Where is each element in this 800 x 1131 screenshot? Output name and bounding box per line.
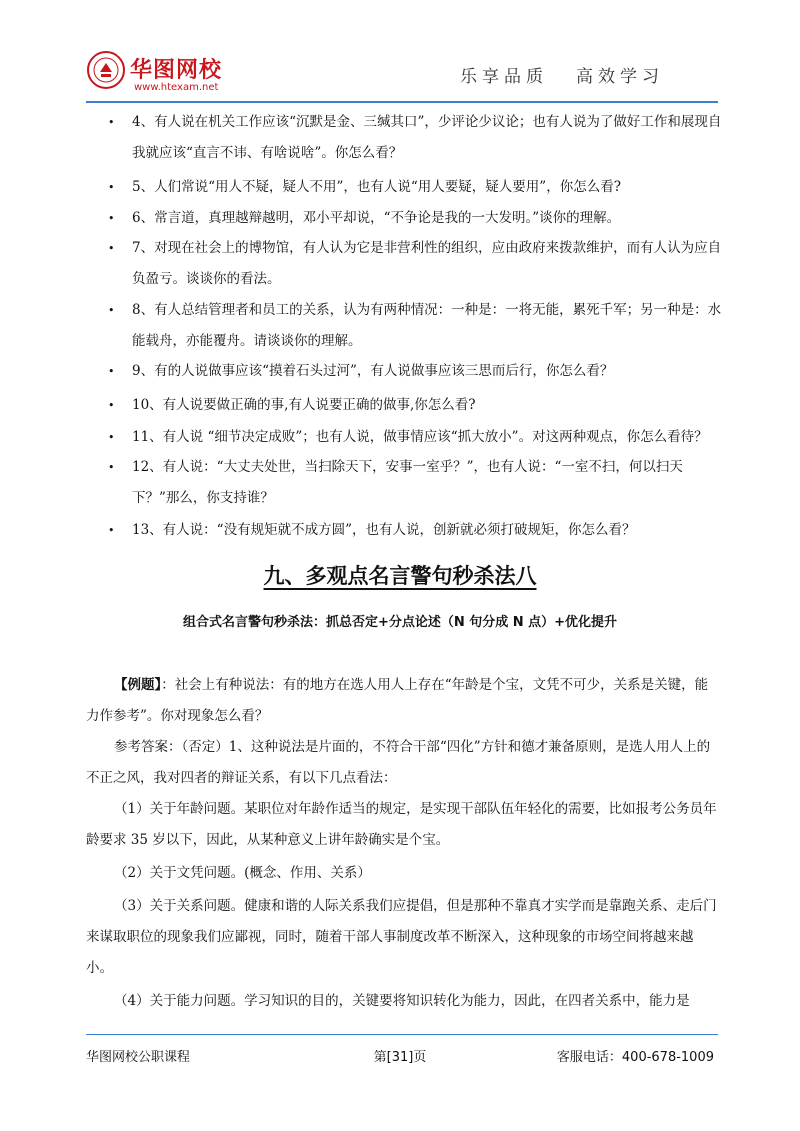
answer-paragraph: 参考答案：（否定）1、这种说法是片面的，不符合干部“四化”方针和德才兼备原则，是选人用人上的不正之风，我对四者的辩证关系，有以下几点看法： bbox=[86, 739, 711, 786]
header-divider bbox=[86, 101, 718, 103]
logo-url: www.htexam.net bbox=[134, 82, 219, 93]
footer-divider bbox=[86, 1034, 718, 1035]
logo-seal-icon bbox=[86, 50, 126, 90]
page-number: 第[31]页 bbox=[373, 1050, 427, 1065]
slogan-left: 乐享品质 bbox=[460, 67, 548, 87]
logo-name: 华图网校 bbox=[130, 58, 223, 83]
question-text: 6、常言道，真理越辩越明，邓小平却说，“不争论是我的一大发明。”谈你的理解。 bbox=[132, 210, 621, 226]
answer-paragraph: （2）关于文凭问题。(概念、作用、关系） bbox=[114, 865, 371, 881]
bullet-icon: • bbox=[108, 212, 115, 225]
question-text: 5、人们常说“用人不疑，疑人不用”，也有人说“用人要疑，疑人要用”，你怎么看? bbox=[132, 179, 621, 195]
question-text: 8、有人总结管理者和员工的关系，认为有两种情况：一种是：一将无能，累死千军；另一种是：水能载舟，亦能覆舟。请谈谈你的理解。 bbox=[132, 302, 722, 349]
bullet-icon: • bbox=[108, 365, 115, 378]
bullet-icon: • bbox=[108, 524, 115, 537]
bullet-icon: • bbox=[108, 304, 115, 317]
list-item bbox=[108, 452, 722, 514]
question-text: 12、有人说：“大丈夫处世，当扫除天下，安事一室乎？”，也有人说：“一室不扫，何以扫天下？”那么，你支持谁？ bbox=[132, 459, 683, 506]
answer-paragraph: （3）关于关系问题。健康和谐的人际关系我们应提倡，但是那种不靠真才实学而是靠跑关系、走后门来谋取职位的现象我们应鄙视，同时，随着干部人事制度改革不断深入，这种现象的市场空间将越来越小。 bbox=[86, 898, 717, 976]
question-text: 4、有人说在机关工作应该“沉默是金、三缄其口”，少评论少议论；也有人说为了做好工作和展现自我就应该“直言不讳、有啥说啥”。你怎么看？ bbox=[132, 114, 722, 161]
question-text: 7、对现在社会上的博物馆，有人认为它是非营利性的组织，应由政府来拨款维护，而有人认为应自负盈亏。谈谈你的看法。 bbox=[132, 240, 722, 287]
list-item bbox=[108, 390, 722, 421]
footer-course: 华图网校公职课程 bbox=[86, 1050, 191, 1065]
bullet-icon: • bbox=[108, 242, 115, 255]
bullet-icon: • bbox=[108, 461, 115, 474]
slogan-right: 高效学习 bbox=[576, 67, 664, 87]
list-item bbox=[108, 515, 722, 546]
bullet-icon: • bbox=[108, 399, 115, 412]
list-item bbox=[108, 422, 722, 453]
bullet-icon: • bbox=[108, 181, 115, 194]
list-item bbox=[108, 203, 722, 234]
list-item bbox=[108, 295, 722, 357]
bullet-icon: • bbox=[108, 431, 115, 444]
answer-paragraph: （4）关于能力问题。学习知识的目的，关键要将知识转化为能力，因此，在四者关系中，能力是 bbox=[114, 993, 690, 1009]
section-title: 九、多观点名言警句秒杀法八 bbox=[263, 564, 537, 588]
example-paragraph bbox=[86, 670, 718, 732]
list-item bbox=[108, 233, 722, 295]
header-slogan bbox=[460, 62, 664, 87]
example-label: 【例题】 bbox=[114, 677, 162, 693]
question-text: 11、有人说 “细节决定成败”；也有人说，做事情应该“抓大放小”。对这两种观点，你怎么看待？ bbox=[132, 429, 708, 445]
question-text: 9、有的人说做事应该“摸着石头过河”，有人说做事应该三思而后行，你怎么看？ bbox=[132, 363, 614, 379]
section-subtitle: 组合式名言警句秒杀法：抓总否定+分点论述（N 句分成 N 点）+优化提升 bbox=[182, 615, 618, 630]
list-item bbox=[108, 172, 722, 203]
question-text: 10、有人说要做正确的事,有人说要正确的做事,你怎么看? bbox=[132, 397, 476, 413]
footer-hotline: 客服电话：400-678-1009 bbox=[556, 1050, 714, 1065]
list-item bbox=[108, 356, 722, 387]
page-header bbox=[0, 0, 800, 100]
list-item bbox=[108, 107, 722, 169]
question-text: 13、有人说：“没有规矩就不成方圆”，也有人说，创新就必须打破规矩，你怎么看？ bbox=[132, 522, 636, 538]
example-text: ：社会上有种说法：有的地方在选人用人上存在“年龄是个宝，文凭不可少，关系是关键，能力作参考”。你对现象怎么看？ bbox=[86, 677, 709, 724]
bullet-icon: • bbox=[108, 116, 115, 129]
answer-paragraph: （1）关于年龄问题。某职位对年龄作适当的规定，是实现干部队伍年轻化的需要，比如报考公务员年龄要求 35 岁以下，因此，从某种意义上讲年龄确实是个宝。 bbox=[86, 801, 717, 848]
